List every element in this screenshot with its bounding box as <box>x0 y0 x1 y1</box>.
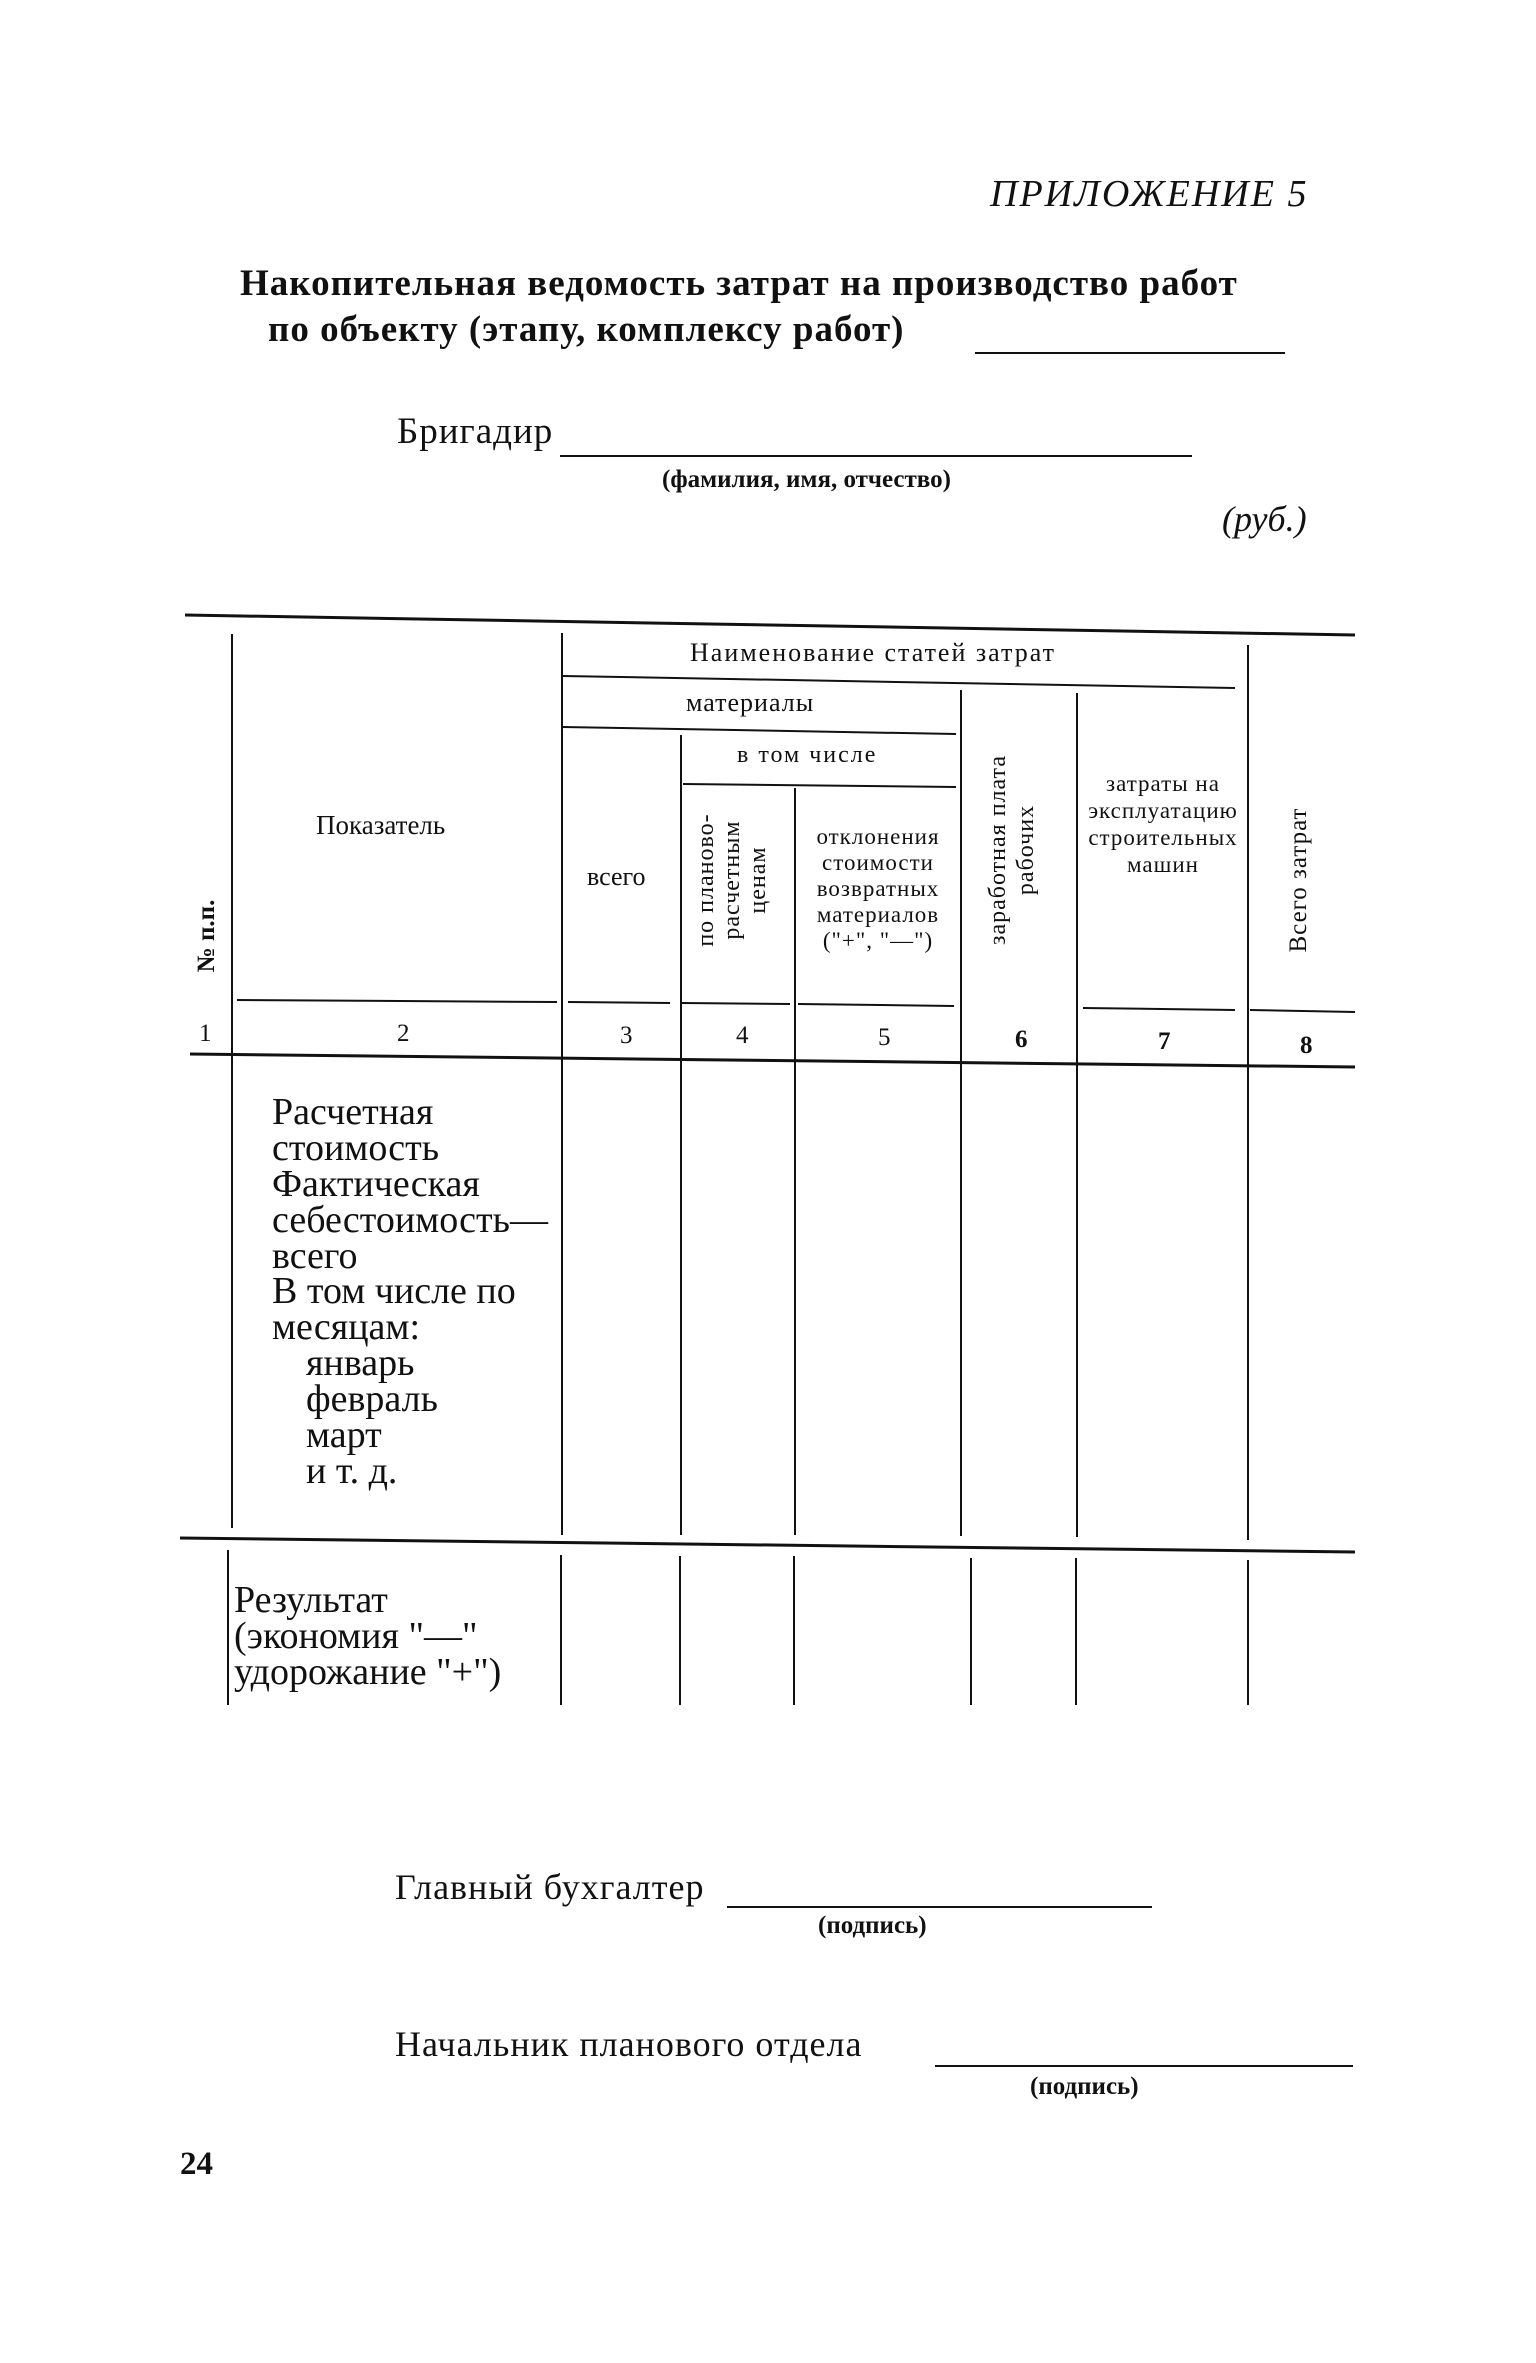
units-label: (руб.) <box>1222 499 1307 539</box>
header-wages: заработная плата рабочих <box>985 755 1039 945</box>
planning-head-signature-line[interactable] <box>935 2065 1353 2067</box>
header-total: всего <box>587 862 646 891</box>
planning-head-label: Начальник планового отдела <box>395 2024 863 2064</box>
column-number-5: 5 <box>878 1024 891 1051</box>
chief-accountant-label: Главный бухгалтер <box>395 1867 705 1907</box>
header-indicator: Показатель <box>316 810 446 840</box>
header-materials: материалы <box>686 688 815 717</box>
row-etc: и т. д. <box>306 1450 398 1492</box>
row-actual-cost: Фактическая себестоимость—всего <box>272 1163 548 1277</box>
column-number-7: 7 <box>1158 1028 1171 1055</box>
appendix-label: ПРИЛОЖЕНИЕ 5 <box>990 173 1309 215</box>
row-result: Результат (экономия "—" удорожание "+") <box>234 1579 502 1693</box>
column-number-3: 3 <box>620 1022 633 1049</box>
header-including: в том числе <box>737 742 878 768</box>
header-total-costs: Всего затрат <box>1285 807 1312 953</box>
foreman-label: Бригадир <box>397 411 554 452</box>
planning-head-signature-note: (подпись) <box>1030 2073 1139 2100</box>
header-row-number: № п.п. <box>193 899 220 973</box>
column-number-2: 2 <box>397 1020 410 1047</box>
column-number-6: 6 <box>1015 1026 1028 1053</box>
row-month-february: февраль <box>306 1378 438 1420</box>
header-deviations: отклонения стоимости возвратных материалов ("+", "—") <box>816 824 940 953</box>
row-by-months: В том числе по месяцам: <box>272 1270 516 1348</box>
foreman-name-note: (фамилия, имя, отчество) <box>662 466 951 493</box>
column-number-4: 4 <box>736 1022 749 1049</box>
page-number: 24 <box>180 2146 213 2182</box>
chief-accountant-signature-line[interactable] <box>727 1906 1152 1908</box>
header-planned-prices: по планово-расчетным ценам <box>693 813 771 947</box>
row-month-march: март <box>306 1414 382 1456</box>
chief-accountant-signature-note: (подпись) <box>818 1912 927 1939</box>
column-number-1: 1 <box>199 1020 212 1047</box>
header-machine-costs: затраты на эксплуатацию строительных машин <box>1088 771 1238 877</box>
row-estimated-cost: Расчетная стоимость <box>272 1091 440 1169</box>
document-title-line-1: Накопительная ведомость затрат на производство работ <box>240 263 1238 304</box>
column-number-8: 8 <box>1300 1032 1313 1059</box>
row-month-january: январь <box>306 1342 415 1384</box>
header-cost-items: Наименование статей затрат <box>690 638 1056 667</box>
document-title-line-2: по объекту (этапу, комплексу работ) <box>268 309 905 350</box>
